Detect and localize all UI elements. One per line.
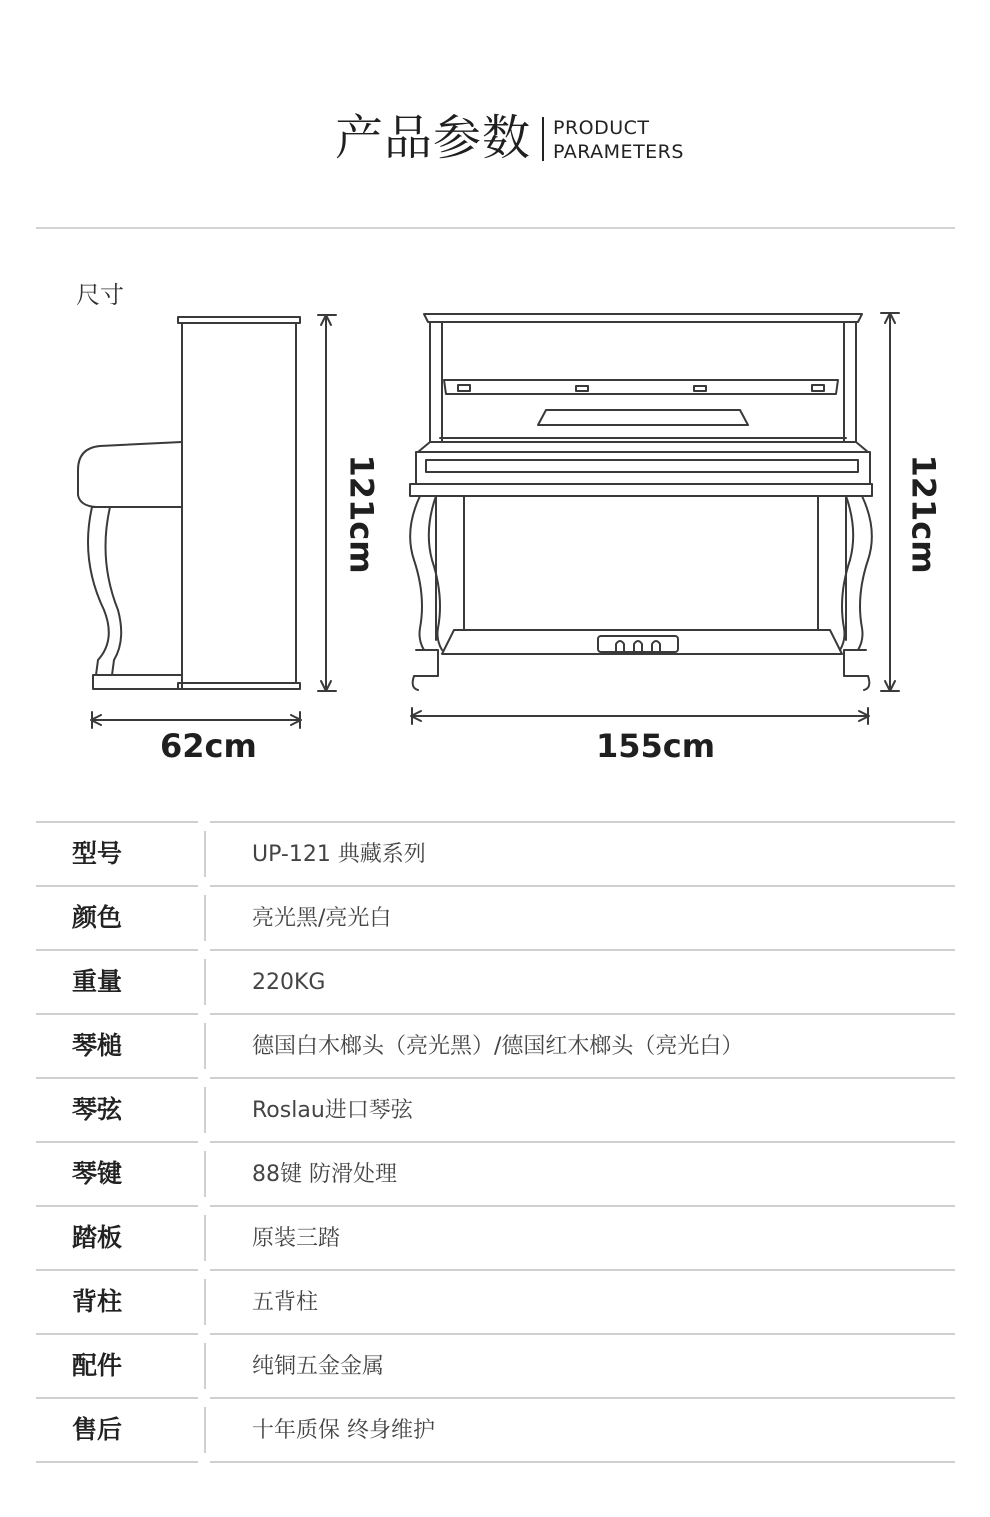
spec-value: 亮光黑/亮光白 [252,906,392,931]
spec-value: 五背柱 [252,1290,319,1315]
spec-row-hardware [36,1333,955,1397]
spec-row-strings [36,1077,955,1141]
front-height-value: 121cm [904,454,943,574]
front-height-arrow [881,313,899,691]
spec-value: 纯铜五金金属 [252,1354,385,1379]
header-divider [36,227,955,229]
subtitle-line-1: PRODUCT [553,117,650,139]
spec-row-color [36,885,955,949]
spec-value: 德国白木榔头（亮光黑）/德国红木榔头（亮光白） [252,1034,744,1059]
piano-side-view [78,317,300,689]
spec-key: 重量 [72,967,123,996]
title-divider [542,117,544,161]
spec-value: Roslau进口琴弦 [252,1098,413,1123]
page-title: 产品参数 [335,110,532,166]
front-width-arrow [411,708,869,724]
side-height-arrow [318,315,336,691]
front-width-value: 155cm [596,727,716,765]
spec-row-pedals [36,1205,955,1269]
spec-table-bottom-rule [36,1461,955,1463]
page-header [0,0,990,230]
spec-value: 原装三踏 [252,1226,341,1251]
subtitle-line-2: PARAMETERS [553,141,684,163]
spec-key: 配件 [72,1351,123,1380]
spec-key: 琴槌 [72,1031,123,1060]
spec-row-hammers [36,1013,955,1077]
spec-key: 琴键 [72,1159,123,1188]
spec-key: 琴弦 [72,1095,123,1124]
side-depth-value: 62cm [160,727,257,765]
spec-table [36,821,955,1463]
spec-key: 售后 [72,1415,123,1444]
spec-row-weight [36,949,955,1013]
spec-row-warranty [36,1397,955,1461]
side-height-value: 121cm [342,454,381,574]
spec-row-keys [36,1141,955,1205]
spec-row-model [36,821,955,885]
spec-value: 十年质保 终身维护 [252,1418,435,1443]
page-subtitle [553,116,684,164]
spec-key: 型号 [72,839,123,868]
piano-dimension-diagram [0,240,990,800]
spec-value: UP-121 典藏系列 [252,842,426,867]
spec-key: 颜色 [72,903,123,932]
spec-key: 踏板 [72,1223,123,1252]
spec-key: 背柱 [72,1287,123,1316]
spec-value: 220KG [252,970,326,995]
dimensions-label: 尺寸 [76,281,124,309]
spec-row-back-posts [36,1269,955,1333]
piano-front-view [410,314,872,690]
spec-value: 88键 防滑处理 [252,1162,397,1187]
